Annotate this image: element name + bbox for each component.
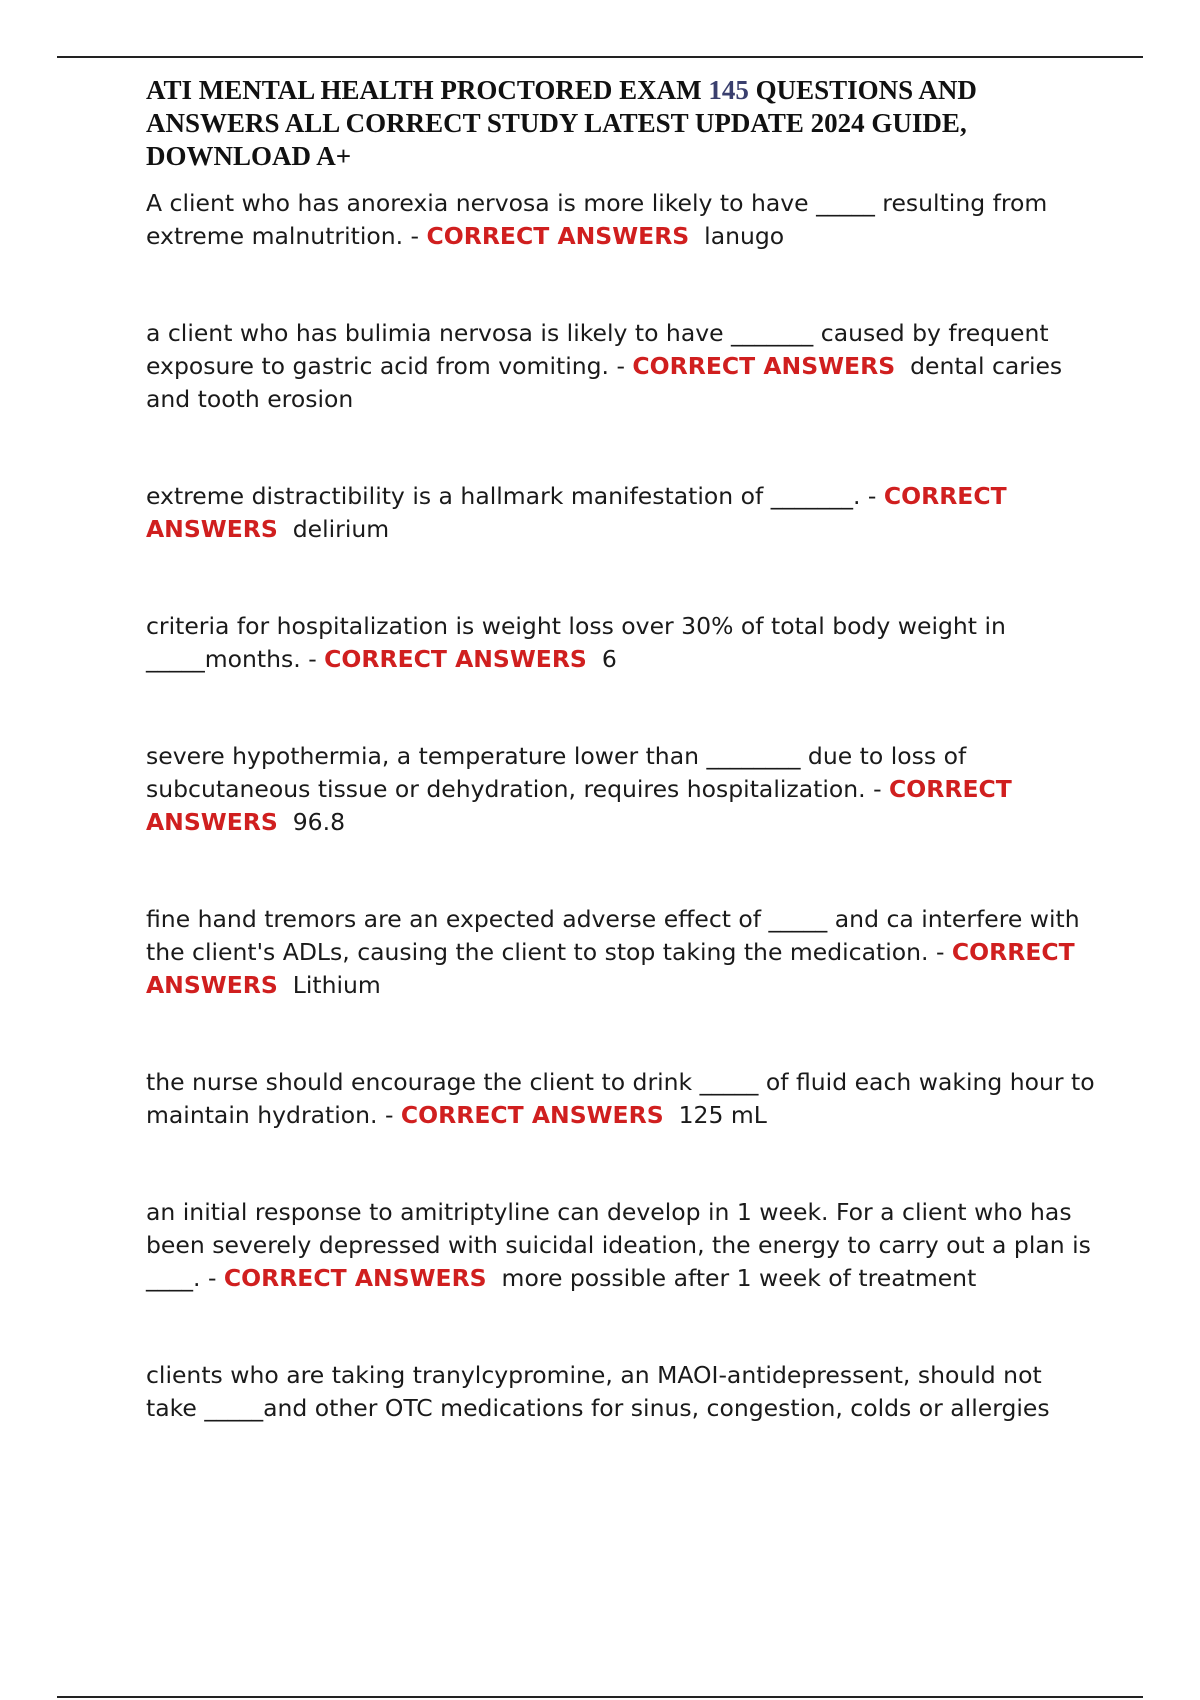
question-text: extreme distractibility is a hallmark manifestation of _______. - [146,482,884,510]
question-text: severe hypothermia, a temperature lower than ________ due to loss of subcutaneous tissue or dehydration, requires hospitalization. - [146,742,967,803]
document-body [146,74,1096,1425]
qa-item-1 [146,187,1096,253]
answer-text: 125 mL [678,1101,767,1129]
correct-answers-label: CORRECT ANSWERS [632,352,896,380]
qa-item-4 [146,610,1096,676]
correct-answers-label: CORRECT ANSWERS [400,1101,664,1129]
correct-answers-label: CORRECT ANSWERS [146,938,1075,999]
question-text: an initial response to amitriptyline can develop in 1 week. For a client who has been severely depressed with suicidal ideation, the energy to carry out a plan is ____. - [146,1198,1091,1292]
title-text-end: QUESTIONS AND ANSWERS ALL CORRECT STUDY LATEST UPDATE 2024 GUIDE, DOWNLOAD A+ [146,75,977,171]
qa-item-3 [146,480,1096,546]
bottom-divider [57,1696,1143,1698]
correct-answers-label: CORRECT ANSWERS [146,775,1012,836]
qa-item-6 [146,903,1096,1002]
correct-answers-label: CORRECT ANSWERS [324,645,587,673]
question-text: A client who has anorexia nervosa is more likely to have _____ resulting from extreme malnutrition. - [146,189,1048,250]
answer-text: Lithium [292,971,381,999]
answer-text: dental caries and tooth erosion [146,352,1063,413]
question-text: clients who are taking tranylcypromine, an MAOI-antidepressent, should not take _____and other OTC medications for sinus, congestion, colds or allergies [146,1361,1050,1422]
title-question-count: 145 [708,75,749,105]
correct-answers-label: CORRECT ANSWERS [223,1264,487,1292]
qa-item-9 [146,1359,1096,1425]
answer-text: lanugo [704,222,785,250]
title-text-start: ATI MENTAL HEALTH PROCTORED EXAM [146,75,709,105]
qa-item-2 [146,317,1096,416]
answer-text: 6 [601,645,617,673]
answer-text: more possible after 1 week of treatment [501,1264,977,1292]
question-text: criteria for hospitalization is weight loss over 30% of total body weight in _____months. - [146,612,1006,673]
top-divider [57,56,1143,58]
question-text: the nurse should encourage the client to drink _____ of fluid each waking hour to maintain hydration. - [146,1068,1095,1129]
correct-answers-label: CORRECT ANSWERS [146,482,1007,543]
question-text: a client who has bulimia nervosa is likely to have _______ caused by frequent exposure to gastric acid from vomiting. - [146,319,1049,380]
answer-text: delirium [292,515,390,543]
document-title [146,74,1096,173]
answer-text: 96.8 [292,808,346,836]
question-text: fine hand tremors are an expected adverse effect of _____ and ca interfere with the client's ADLs, causing the client to stop taking the medication. - [146,905,1080,966]
correct-answers-label: CORRECT ANSWERS [426,222,690,250]
qa-item-7 [146,1066,1096,1132]
qa-item-8 [146,1196,1096,1295]
qa-item-5 [146,740,1096,839]
